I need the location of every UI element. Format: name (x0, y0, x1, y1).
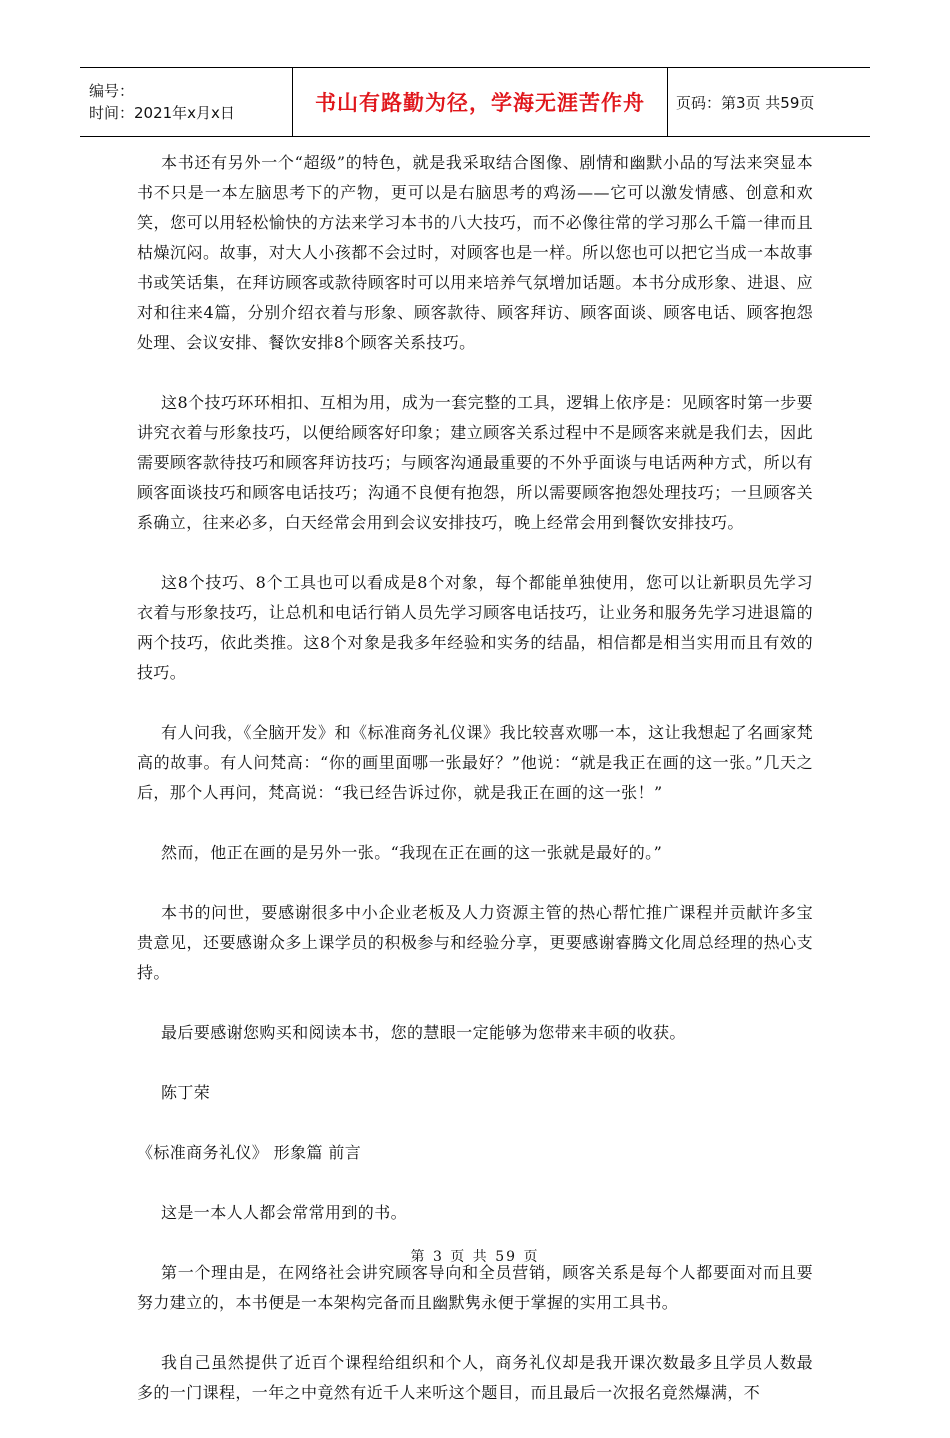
paragraph: 这8个技巧、8个工具也可以看成是8个对象，每个都能单独使用，您可以让新职员先学习衣着与形象技巧，让总机和电话行销人员先学习顾客电话技巧，让业务和服务先学习进退篇的两个技巧，依此类推。这8个对象是我多年经验和实务的结晶，相信都是相当实用而且有效的技巧。 (137, 573, 813, 682)
page-footer: 第 3 页 共 59 页 (410, 1249, 540, 1265)
page-header (80, 67, 870, 137)
date-label: 时间：2021年x月x日 (89, 104, 235, 122)
header-motto-cell (293, 68, 668, 137)
motto: 书山有路勤为径，学海无涯苦作舟 (315, 91, 645, 115)
paragraph: 第一个理由是，在网络社会讲究顾客导向和全员营销，顾客关系是每个人都要面对而且要努力建立的，本书便是一本架构完备而且幽默隽永便于掌握的实用工具书。 (137, 1263, 813, 1312)
paragraph: 我自己虽然提供了近百个课程给组织和个人，商务礼仪却是我开课次数最多且学员人数最多的一门课程，一年之中竟然有近千人来听这个题目，而且最后一次报名竟然爆满，不 (137, 1353, 813, 1402)
paragraph: 本书的问世，要感谢很多中小企业老板及人力资源主管的热心帮忙推广课程并贡献许多宝贵意见，还要感谢众多上课学员的积极参与和经验分享，更要感谢睿腾文化周总经理的热心支持。 (137, 903, 813, 982)
number-label: 编号： (89, 82, 135, 100)
paragraph: 这8个技巧环环相扣、互相为用，成为一套完整的工具，逻辑上依序是：见顾客时第一步要讲究衣着与形象技巧，以便给顾客好印象；建立顾客关系过程中不是顾客来就是我们去，因此需要顾客款待技巧和顾客拜访技巧；与顾客沟通最重要的不外乎面谈与电话两种方式，所以有顾客面谈技巧和顾客电话技巧；沟通不良便有抱怨，所以需要顾客抱怨处理技巧；一旦顾客关系确立，往来必多，白天经常会用到会议安排技巧，晚上经常会用到餐饮安排技巧。 (137, 393, 813, 532)
paragraph: 最后要感谢您购买和阅读本书，您的慧眼一定能够为您带来丰硕的收获。 (161, 1023, 686, 1042)
section-title: 《标准商务礼仪》 形象篇 前言 (137, 1143, 362, 1162)
paragraph: 然而，他正在画的是另外一张。“我现在正在画的这一张就是最好的。” (161, 843, 663, 862)
paragraph: 有人问我，《全脑开发》和《标准商务礼仪课》我比较喜欢哪一本，这让我想起了名画家梵高的故事。有人问梵高：“你的画里面哪一张最好？”他说：“就是我正在画的这一张。”几天之后，那个人再问，梵高说：“我已经告诉过你，就是我正在画的这一张！” (137, 723, 813, 802)
page-info: 页码：第3页 共59页 (668, 68, 871, 137)
paragraph: 本书还有另外一个“超级”的特色，就是我采取结合图像、剧情和幽默小品的写法来突显本书不只是一本左脑思考下的产物，更可以是右脑思考的鸡汤——它可以激发情感、创意和欢笑，您可以用轻松愉快的方法来学习本书的八大技巧，而不必像往常的学习那么千篇一律而且枯燥沉闷。故事，对大人小孩都不会过时，对顾客也是一样。所以您也可以把它当成一本故事书或笑话集，在拜访顾客或款待顾客时可以用来培养气氛增加话题。本书分成形象、进退、应对和往来4篇，分别介绍衣着与形象、顾客款待、顾客拜访、顾客面谈、顾客电话、顾客抱怨处理、会议安排、餐饮安排8个顾客关系技巧。 (137, 153, 813, 352)
document-body (137, 148, 813, 1438)
header-meta (80, 68, 293, 137)
paragraph: 这是一本人人都会常常用到的书。 (161, 1203, 408, 1222)
author-signature: 陈丁荣 (161, 1083, 211, 1102)
